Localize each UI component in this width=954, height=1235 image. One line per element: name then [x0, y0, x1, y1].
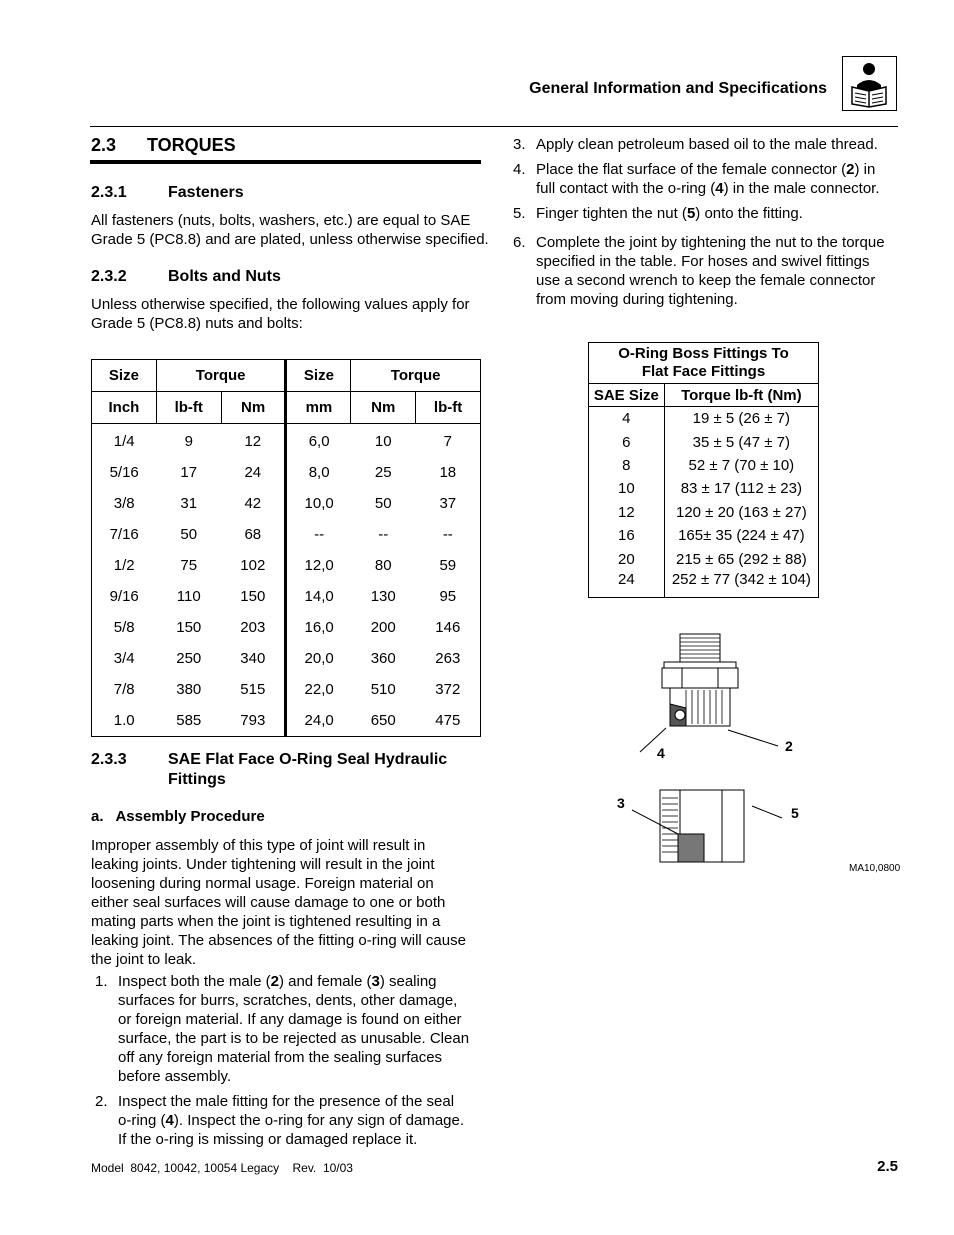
section-heading — [91, 135, 236, 156]
table-cell: 340 — [221, 643, 286, 674]
step-line: If the o-ring is missing or damaged replace it. — [118, 1131, 418, 1148]
torque-unit-2: Nm — [221, 392, 286, 424]
paragraph-line: Improper assembly of this type of joint will result in — [91, 837, 426, 854]
table-cell: 7 — [416, 424, 481, 458]
table-cell: 50 — [374, 495, 392, 512]
step-line: before assembly. — [118, 1068, 232, 1085]
table-cell: 10 — [374, 433, 392, 450]
table-cell: 10 — [589, 477, 665, 500]
table-cell: 95 — [416, 581, 481, 612]
table-cell: 12 — [221, 424, 286, 458]
table-cell: 42 — [221, 488, 286, 519]
step-line: full contact with the o-ring (4) in the male connector. — [536, 180, 880, 197]
step-number: 1. — [95, 973, 108, 990]
table-cell: 793 — [221, 705, 286, 737]
callout-3: 3 — [617, 795, 625, 811]
list-item — [509, 204, 909, 223]
table-cell: 165± 35 (224 ± 47) — [664, 524, 818, 547]
step-number: 3. — [513, 136, 526, 153]
table-cell: 475 — [416, 705, 481, 737]
paragraph-line: either seal surfaces will cause damage to one or both — [91, 894, 446, 911]
step-line: Place the flat surface of the female connector (2) in — [536, 161, 876, 178]
table-cell: 130 — [370, 588, 396, 605]
table-row — [92, 550, 481, 581]
table-row — [92, 643, 481, 674]
oring-title-line1: SAE Flat Face O-Ring Seal Hydraulic — [168, 751, 448, 768]
table-cell: 1/2 — [92, 550, 157, 581]
step-line: surfaces for burrs, scratches, dents, other damage, — [118, 992, 458, 1009]
table-row — [92, 519, 481, 550]
table-cell: 5/16 — [92, 457, 157, 488]
oring-heading — [91, 751, 491, 793]
list-item — [91, 1092, 486, 1149]
oring-table-title-row — [589, 343, 819, 384]
table-cell: 102 — [221, 550, 286, 581]
table-cell: 215 ± 65 (292 ± 88) — [664, 547, 818, 570]
table-cell: 31 — [180, 495, 198, 512]
table-cell: 9/16 — [92, 581, 157, 612]
torque-head-0: Size — [92, 360, 157, 392]
header-rule — [90, 126, 898, 127]
oring-torque-table — [588, 342, 819, 598]
table-row — [589, 547, 819, 570]
table-cell: 24 — [589, 571, 665, 598]
table-cell: 3/8 — [92, 488, 157, 519]
table-cell: -- — [416, 519, 481, 550]
table-cell: 18 — [416, 457, 481, 488]
paragraph-line: mating parts when the joint is tightened resulting in a — [91, 913, 441, 930]
fasteners-text: All fasteners (nuts, bolts, washers, etc.) are equal to SAE Grade 5 (PC8.8) and are plated, unless otherwise specified. — [91, 212, 489, 248]
table-cell: 510 — [370, 681, 396, 698]
bolts-number: 2.3.2 — [91, 268, 127, 285]
male-connector-icon — [662, 634, 738, 726]
fasteners-title: Fasteners — [168, 184, 244, 201]
table-row — [589, 571, 819, 598]
table-cell: 650 — [351, 705, 416, 737]
step-line: Inspect the male fitting for the presence of the seal — [118, 1093, 455, 1110]
list-item — [91, 972, 486, 1086]
page-number: 2.5 — [877, 1158, 898, 1175]
table-cell: 1/4 — [92, 424, 157, 458]
table-cell: 8,0 — [308, 464, 330, 481]
table-cell: 7/8 — [92, 674, 157, 705]
paragraph-line: the joint to leak. — [91, 951, 197, 968]
steps-left — [91, 972, 486, 1149]
table-row — [589, 407, 819, 431]
oring-table-col2: Torque lb-ft (Nm) — [664, 384, 818, 407]
table-row — [92, 424, 481, 458]
table-cell: 12,0 — [304, 557, 334, 574]
step-line: use a second wrench to keep the female connector — [536, 272, 876, 289]
step-line: o-ring (4). Inspect the o-ring for any sign of damage. — [118, 1112, 465, 1129]
paragraph-line: leaking joints. Under tightening will result in the joint — [91, 856, 435, 873]
torque-table — [91, 359, 481, 737]
table-cell: 146 — [416, 612, 481, 643]
table-row — [92, 612, 481, 643]
step-line: specified in the table. For hoses and swivel fittings — [536, 253, 870, 270]
step-number: 5. — [513, 205, 526, 222]
table-cell: 19 ± 5 (26 ± 7) — [664, 407, 818, 431]
table-cell: -- — [314, 526, 325, 543]
step-number: 2. — [95, 1093, 108, 1110]
footer-model: Model 8042, 10042, 10054 Legacy Rev. 10/03 — [91, 1161, 353, 1175]
table-cell: 9 — [184, 433, 193, 450]
table-cell: 35 ± 5 (47 ± 7) — [664, 430, 818, 453]
step-line: or foreign material. If any damage is found on either — [118, 1011, 462, 1028]
step-line: off any foreign material from the sealing surfaces — [118, 1049, 443, 1066]
torque-unit-3: mm — [286, 392, 351, 424]
table-cell: 14,0 — [304, 588, 334, 605]
header-title: General Information and Specifications — [529, 80, 827, 97]
callout-5: 5 — [791, 805, 799, 821]
table-row — [92, 581, 481, 612]
assembly-procedure-heading: a. Assembly Procedure — [91, 808, 265, 825]
table-cell: 52 ± 7 (70 ± 10) — [664, 454, 818, 477]
table-cell: 380 — [176, 681, 202, 698]
list-item — [509, 135, 909, 154]
table-row — [589, 524, 819, 547]
oring-number: 2.3.3 — [91, 751, 127, 768]
oring-title-line2: Fittings — [168, 771, 226, 788]
table-cell: 16,0 — [304, 619, 334, 636]
section-rule — [90, 160, 481, 164]
torque-unit-1: lb-ft — [156, 392, 221, 424]
oring-table-title — [589, 343, 819, 384]
table-cell: 16 — [589, 524, 665, 547]
figure-code: MA10,0800 — [849, 863, 901, 874]
torque-head-3: Torque — [351, 360, 481, 392]
step-line: from moving during tightening. — [536, 291, 738, 308]
step-line: Finger tighten the nut (5) onto the fitting. — [536, 205, 803, 222]
table-cell: 6 — [589, 430, 665, 453]
torque-head-2: Size — [286, 360, 351, 392]
steps-right — [509, 135, 909, 309]
bolts-title: Bolts and Nuts — [168, 268, 281, 285]
manual-reader-icon — [842, 56, 897, 111]
section-title: TORQUES — [147, 135, 236, 155]
table-cell: 200 — [370, 619, 396, 636]
table-cell: 24 — [221, 457, 286, 488]
table-row — [589, 454, 819, 477]
oring-table-title-line2: Flat Face Fittings — [641, 363, 766, 380]
table-cell: 83 ± 17 (112 ± 23) — [664, 477, 818, 500]
paragraph-line: loosening during normal usage. Foreign material on — [91, 875, 434, 892]
bolts-text: Unless otherwise specified, the following values apply for Grade 5 (PC8.8) nuts and bolts: — [91, 296, 470, 332]
table-cell: 360 — [370, 650, 396, 667]
callout-2: 2 — [785, 738, 793, 754]
table-cell: 252 ± 77 (342 ± 104) — [664, 571, 818, 598]
table-cell: 6,0 — [308, 433, 330, 450]
table-cell: 250 — [176, 650, 202, 667]
section-number: 2.3 — [91, 135, 117, 155]
torque-unit-0: Inch — [92, 392, 157, 424]
list-item — [509, 160, 909, 198]
table-cell: 203 — [221, 612, 286, 643]
table-row — [92, 674, 481, 705]
table-cell: 24,0 — [286, 705, 351, 737]
table-cell: 68 — [221, 519, 286, 550]
table-cell: 4 — [589, 407, 665, 431]
table-cell: 8 — [589, 454, 665, 477]
table-cell: 20,0 — [304, 650, 334, 667]
table-cell: 22,0 — [304, 681, 334, 698]
table-cell: 12 — [589, 501, 665, 524]
torque-unit-5: lb-ft — [416, 392, 481, 424]
oring-text — [91, 836, 491, 969]
table-cell: 59 — [416, 550, 481, 581]
list-item — [509, 233, 909, 309]
torque-head-1: Torque — [156, 360, 286, 392]
fasteners-heading — [91, 184, 481, 204]
table-cell: 120 ± 20 (163 ± 27) — [664, 501, 818, 524]
table-cell: 25 — [374, 464, 392, 481]
paragraph-line: leaking joint. The absences of the fitting o-ring will cause — [91, 932, 466, 949]
table-cell: -- — [378, 526, 389, 543]
table-cell: 3/4 — [92, 643, 157, 674]
table-row — [589, 430, 819, 453]
table-cell: 263 — [416, 643, 481, 674]
step-line: surface, the part is to be rejected as unusable. Clean — [118, 1030, 470, 1047]
table-cell: 7/16 — [92, 519, 157, 550]
step-line: Complete the joint by tightening the nut to the torque — [536, 234, 885, 251]
step-number: 6. — [513, 234, 526, 251]
table-cell: 372 — [416, 674, 481, 705]
torque-header-row — [92, 360, 481, 392]
female-connector-icon — [660, 790, 744, 862]
oring-table-header — [589, 384, 819, 407]
table-row — [92, 457, 481, 488]
table-cell: 5/8 — [92, 612, 157, 643]
torque-unit-4: Nm — [351, 392, 416, 424]
table-cell: 50 — [180, 526, 198, 543]
oring-table-title-line1: O-Ring Boss Fittings To — [618, 345, 789, 362]
bolts-heading — [91, 268, 481, 288]
table-cell: 515 — [221, 674, 286, 705]
table-cell: 585 — [156, 705, 221, 737]
table-row — [589, 501, 819, 524]
table-cell: 10,0 — [304, 495, 334, 512]
step-number: 4. — [513, 161, 526, 178]
step-line: Inspect both the male (2) and female (3) sealing — [118, 973, 437, 990]
torque-unit-row — [92, 392, 481, 424]
table-cell: 150 — [221, 581, 286, 612]
oring-table-col1: SAE Size — [589, 384, 665, 407]
table-cell: 37 — [416, 488, 481, 519]
table-cell: 80 — [374, 557, 392, 574]
table-row — [92, 488, 481, 519]
table-row — [92, 705, 481, 737]
table-cell: 75 — [180, 557, 198, 574]
table-cell: 110 — [176, 588, 201, 605]
step-line: Apply clean petroleum based oil to the male thread. — [536, 136, 878, 153]
callout-4: 4 — [657, 745, 665, 761]
table-cell: 1.0 — [92, 705, 157, 737]
fasteners-number: 2.3.1 — [91, 184, 127, 201]
table-cell: 17 — [180, 464, 198, 481]
table-cell: 20 — [589, 547, 665, 570]
table-row — [589, 477, 819, 500]
table-cell: 150 — [176, 619, 202, 636]
